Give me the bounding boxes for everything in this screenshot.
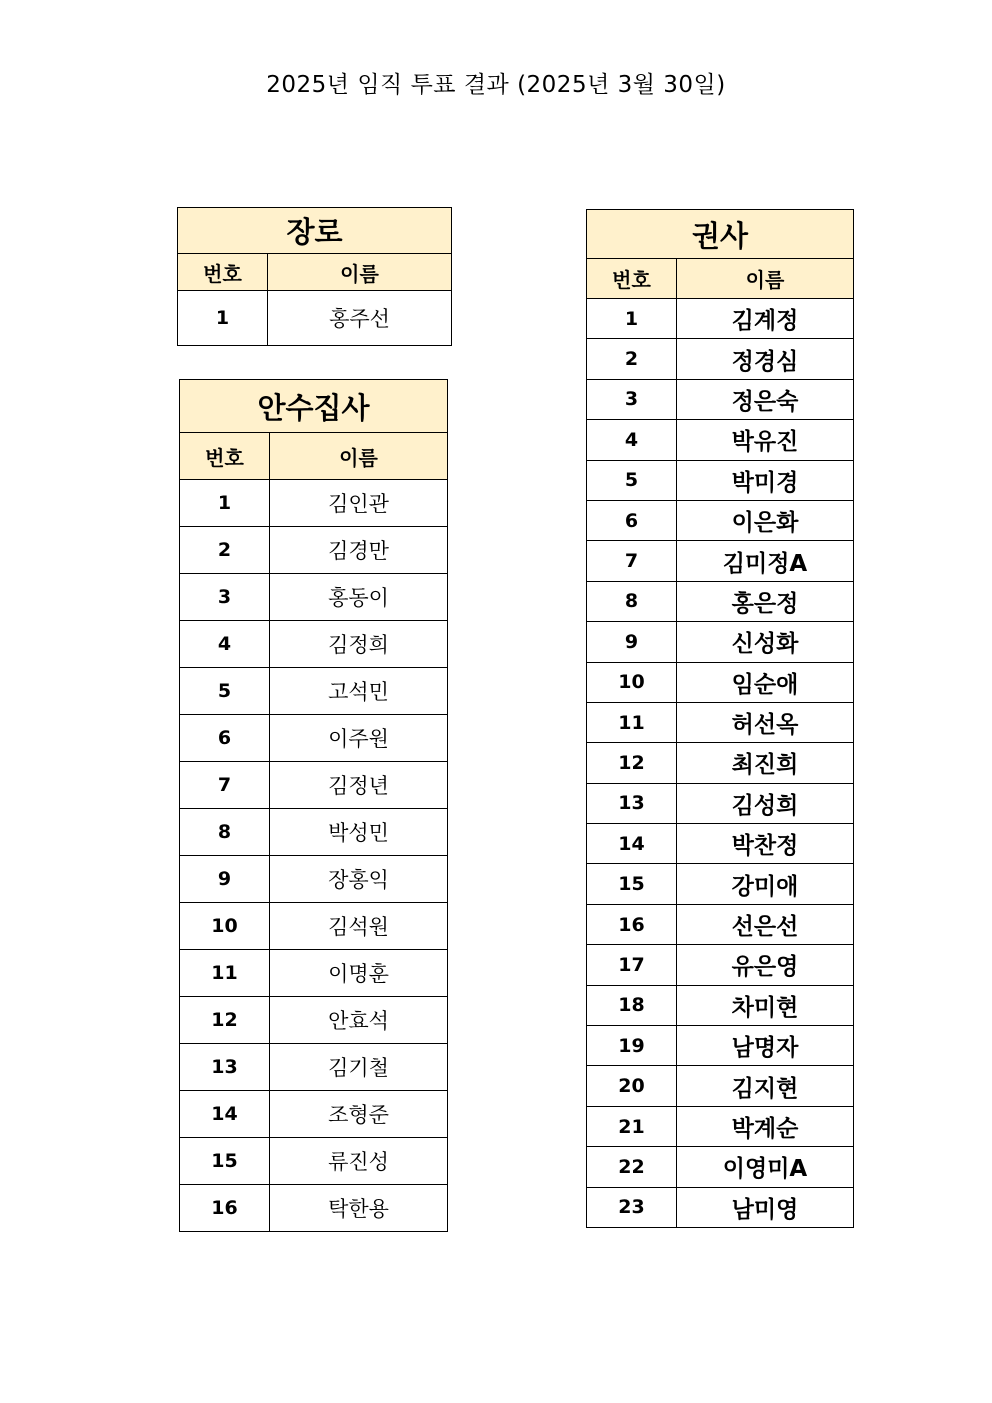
row-name: 김지현 (677, 1066, 854, 1106)
row-name: 이은화 (677, 500, 854, 540)
row-number: 14 (587, 824, 677, 864)
number-column-header: 번호 (178, 254, 268, 291)
row-name: 안효석 (270, 997, 448, 1044)
row-number: 3 (180, 574, 270, 621)
row-number: 5 (587, 460, 677, 500)
table-row (180, 1185, 448, 1232)
row-number: 10 (587, 662, 677, 702)
row-number: 5 (180, 668, 270, 715)
table-row (587, 1147, 854, 1187)
table-row (587, 783, 854, 823)
table-row (180, 574, 448, 621)
row-name: 유은영 (677, 945, 854, 985)
row-name: 이명훈 (270, 950, 448, 997)
number-column-header: 번호 (180, 433, 270, 480)
row-name: 박찬정 (677, 824, 854, 864)
row-name: 정은숙 (677, 379, 854, 419)
deacon-table-title: 안수집사 (180, 380, 448, 433)
table-row (587, 500, 854, 540)
row-name: 김기철 (270, 1044, 448, 1091)
row-number: 8 (180, 809, 270, 856)
kwonsa-table-title: 권사 (587, 210, 854, 259)
row-number: 9 (180, 856, 270, 903)
row-number: 15 (587, 864, 677, 904)
row-name: 김성희 (677, 783, 854, 823)
row-name: 임순애 (677, 662, 854, 702)
row-name: 조형준 (270, 1091, 448, 1138)
table-row (180, 809, 448, 856)
table-row (587, 1106, 854, 1146)
row-number: 2 (587, 339, 677, 379)
row-number: 4 (180, 621, 270, 668)
row-number: 13 (180, 1044, 270, 1091)
table-row (587, 824, 854, 864)
elder-table-title: 장로 (178, 208, 452, 254)
row-number: 18 (587, 985, 677, 1025)
row-number: 8 (587, 581, 677, 621)
table-row (587, 339, 854, 379)
row-number: 1 (587, 299, 677, 339)
row-name: 김미정A (677, 541, 854, 581)
table-row (180, 527, 448, 574)
row-number: 1 (178, 291, 268, 346)
table-row (180, 715, 448, 762)
row-number: 14 (180, 1091, 270, 1138)
row-name: 박계순 (677, 1106, 854, 1146)
row-number: 12 (587, 743, 677, 783)
table-row (180, 480, 448, 527)
table-row (587, 581, 854, 621)
table-row (587, 904, 854, 944)
row-name: 박유진 (677, 420, 854, 460)
row-number: 16 (587, 904, 677, 944)
row-name: 김인관 (270, 480, 448, 527)
row-name: 류진성 (270, 1138, 448, 1185)
name-column-header: 이름 (677, 259, 854, 299)
row-number: 7 (180, 762, 270, 809)
row-name: 박성민 (270, 809, 448, 856)
row-name: 최진희 (677, 743, 854, 783)
row-number: 4 (587, 420, 677, 460)
table-row (587, 1187, 854, 1227)
table-row (180, 1091, 448, 1138)
row-number: 17 (587, 945, 677, 985)
row-number: 10 (180, 903, 270, 950)
table-row (587, 379, 854, 419)
row-name: 고석민 (270, 668, 448, 715)
table-row (587, 541, 854, 581)
row-name: 강미애 (677, 864, 854, 904)
row-name: 남미영 (677, 1187, 854, 1227)
row-name: 차미현 (677, 985, 854, 1025)
table-row (587, 1026, 854, 1066)
table-row (587, 945, 854, 985)
row-name: 남명자 (677, 1026, 854, 1066)
row-number: 11 (587, 702, 677, 742)
row-number: 21 (587, 1106, 677, 1146)
table-row (180, 903, 448, 950)
table-row (178, 291, 452, 346)
table-row (180, 1138, 448, 1185)
row-number: 2 (180, 527, 270, 574)
table-row (180, 1044, 448, 1091)
row-number: 22 (587, 1147, 677, 1187)
row-number: 23 (587, 1187, 677, 1227)
table-row (587, 662, 854, 702)
row-number: 15 (180, 1138, 270, 1185)
table-row (180, 950, 448, 997)
row-number: 12 (180, 997, 270, 1044)
row-name: 이주원 (270, 715, 448, 762)
row-name: 탁한용 (270, 1185, 448, 1232)
table-row (587, 743, 854, 783)
kwonsa-table (586, 209, 854, 1228)
table-row (587, 702, 854, 742)
row-name: 선은선 (677, 904, 854, 944)
row-name: 허선옥 (677, 702, 854, 742)
row-number: 6 (180, 715, 270, 762)
row-name: 김정년 (270, 762, 448, 809)
row-number: 3 (587, 379, 677, 419)
row-number: 7 (587, 541, 677, 581)
row-number: 1 (180, 480, 270, 527)
row-number: 6 (587, 500, 677, 540)
row-name: 홍은정 (677, 581, 854, 621)
table-row (587, 622, 854, 662)
row-number: 13 (587, 783, 677, 823)
table-row (180, 856, 448, 903)
row-number: 20 (587, 1066, 677, 1106)
row-number: 19 (587, 1026, 677, 1066)
table-row (180, 762, 448, 809)
row-name: 김경만 (270, 527, 448, 574)
name-column-header: 이름 (270, 433, 448, 480)
row-name: 김계정 (677, 299, 854, 339)
table-row (180, 621, 448, 668)
number-column-header: 번호 (587, 259, 677, 299)
deacon-table (179, 379, 448, 1232)
table-row (587, 985, 854, 1025)
row-number: 11 (180, 950, 270, 997)
table-row (180, 668, 448, 715)
table-row (587, 420, 854, 460)
table-row (587, 1066, 854, 1106)
table-row (180, 997, 448, 1044)
name-column-header: 이름 (268, 254, 452, 291)
row-name: 신성화 (677, 622, 854, 662)
table-row (587, 460, 854, 500)
elder-table (177, 207, 452, 346)
row-name: 홍동이 (270, 574, 448, 621)
document-title: 2025년 임직 투표 결과 (2025년 3월 30일) (266, 72, 726, 98)
table-row (587, 864, 854, 904)
row-number: 16 (180, 1185, 270, 1232)
table-row (587, 299, 854, 339)
row-name: 김석원 (270, 903, 448, 950)
row-number: 9 (587, 622, 677, 662)
row-name: 김정희 (270, 621, 448, 668)
row-name: 박미경 (677, 460, 854, 500)
row-name: 홍주선 (268, 291, 452, 346)
row-name: 정경심 (677, 339, 854, 379)
row-name: 장홍익 (270, 856, 448, 903)
row-name: 이영미A (677, 1147, 854, 1187)
